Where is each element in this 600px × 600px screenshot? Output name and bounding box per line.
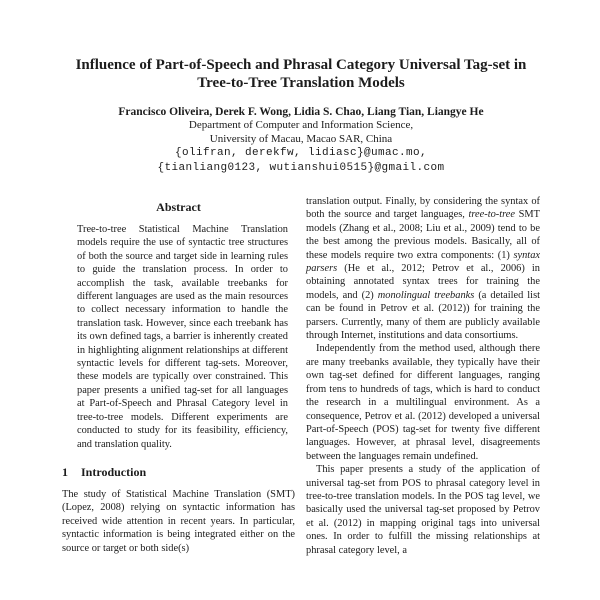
abstract-heading: Abstract (156, 200, 201, 214)
affiliation-department: Department of Computer and Information Science, (188, 119, 414, 131)
email-line-1: {olifran, derekfw, lidiasc}@umac.mo, (174, 147, 428, 159)
title-line-2: Tree-to-Tree Translation Models (197, 75, 405, 91)
section-title: Introduction (81, 464, 147, 479)
italic-term-syntax-parsers: syntax parsers (306, 249, 540, 275)
two-column-body (62, 195, 540, 557)
right-paragraph-1 (306, 195, 540, 342)
email-line-2: {tianliang0123, wutianshui0515}@gmail.com (157, 161, 445, 174)
affiliation-university: University of Macau, Macao SAR, China (209, 132, 393, 145)
text-segment: SMT models (Zhang et al., 2008; Liu et al., 2009) tend to be the best among the previous models. Basically, all of these models require two extra components: (1) (306, 209, 540, 261)
section-number: 1 (62, 464, 68, 479)
paper-title (62, 56, 540, 92)
italic-term-monolingual-treebanks: monolingual treebanks (377, 289, 475, 301)
text-segment: translation output. Finally, by considering the syntax of both the source and target languages, (306, 196, 540, 221)
author-line: Francisco Oliveira, Derek F. Wong, Lidia S. Chao, Liang Tian, Liangye He (118, 106, 484, 118)
introduction-paragraph: The study of Statistical Machine Translation (SMT) (Lopez, 2008) relying on syntactic information has received wide attention in recent years. In particular, syntactic information is being integrated either on the source or target or both side(s) (62, 488, 295, 554)
right-paragraph-2: Independently from the method used, although there are many treebanks available, they typically have their own tag-set defined for different languages, ranging from tens to hundreds of tags, which is hard to conduct the research in a multilingual environment. As a consequence, Petrov et al. (2012) developed a universal Part-of-Speech (POS) tag-set for twenty five different languages. However, at phrasal level, disagreements between the languages remain undefined. (306, 343, 540, 462)
left-column (62, 195, 295, 557)
title-line-1: Influence of Part-of-Speech and Phrasal Category Universal Tag-set in (75, 57, 527, 73)
abstract-body: Tree-to-tree Statistical Machine Translation models require the use of syntactic tree structures of both the source and target side in learning rules to guide the translation process. In order to accomplish the task, available treebanks for different languages are used as the main resources to collect necessary information to handle the translation task. However, since each treebank has its own defined tags, a barrier is inherently created in highlighting alignment relationships at different syntactic levels for different tag-sets. Moreover, these models are typically over constrained. This paper presents a unified tag-set for all languages at Part-of-Speech and Phrasal Category level in tree-to-tree models. Different experiments are conducted to study for its feasibility, efficiency, and translation quality. (77, 224, 288, 450)
right-paragraph-3: This paper presents a study of the application of universal tag-set from POS to phrasal category level in tree-to-tree translation models. In the POS tag level, we basically used the universal tag-set proposed by Petrov et al. (2012) in mapping original tags into universal ones. In order to fulfill the missing relationships at phrasal category level, a (306, 464, 540, 556)
introduction-heading (62, 465, 295, 479)
italic-term-tree-to-tree: tree-to-tree (468, 209, 516, 221)
text-segment: (He et al., 2012; Petrov et al., 2006) in obtaining annotated syntax trees for training the models, and (2) (306, 263, 540, 301)
right-column (306, 195, 540, 557)
text-segment: (a detailed list can be found in Petrov et al. (2012)) for training the parsers. Currently, many of them are publicly available through Internet, institutions and data consortiums. (306, 289, 540, 342)
